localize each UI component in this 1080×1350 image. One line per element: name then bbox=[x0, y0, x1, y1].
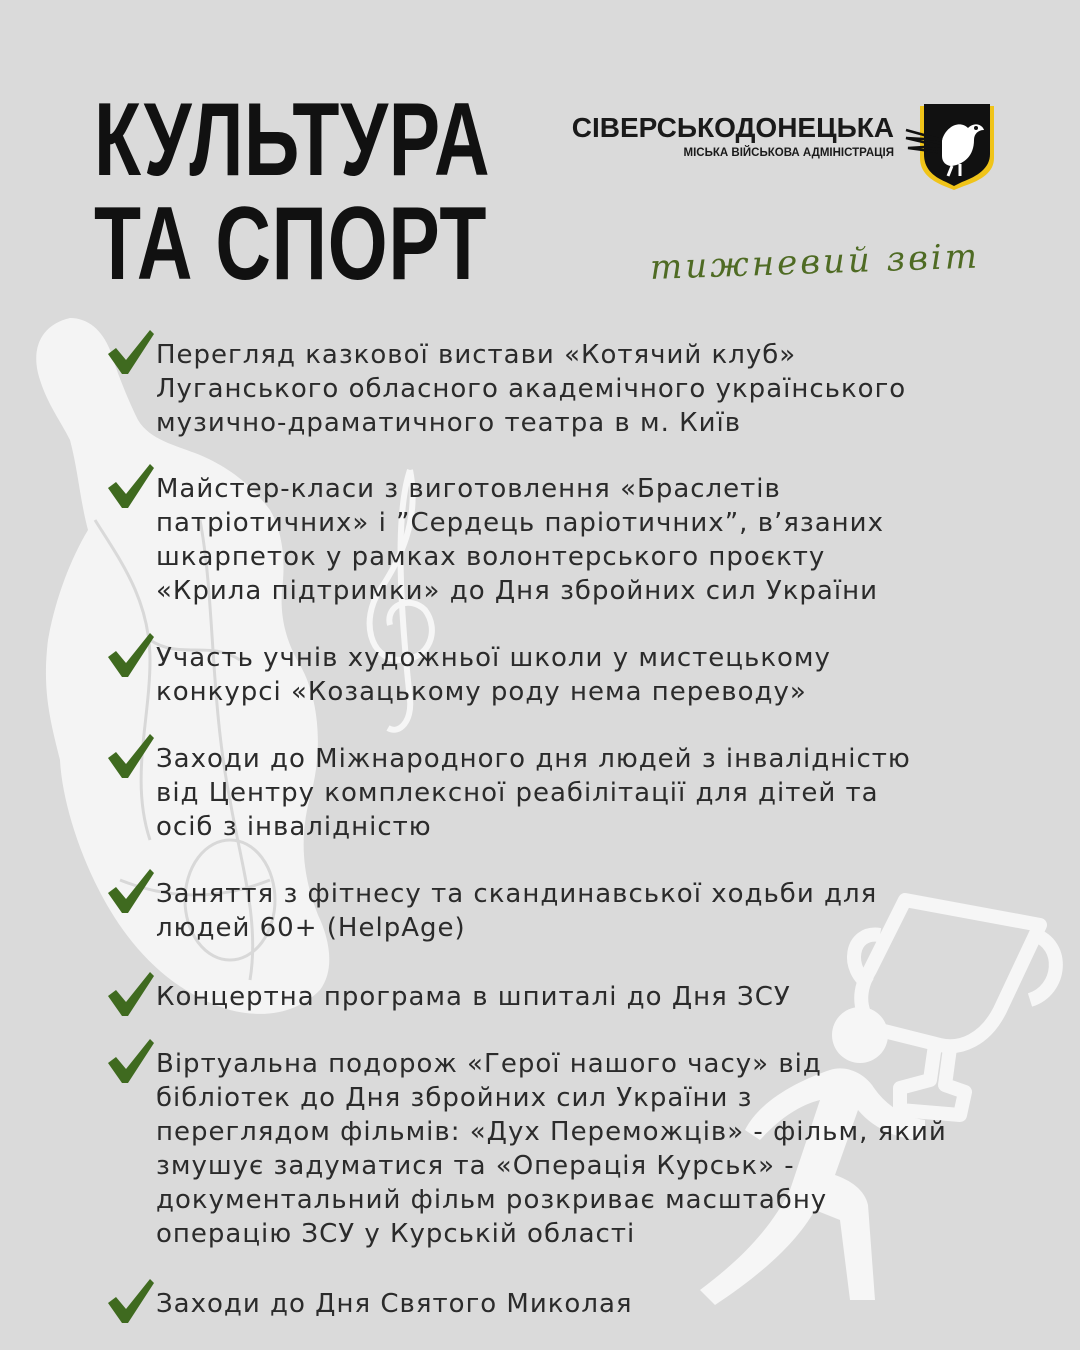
organization-name: СІВЕРСЬКОДОНЕЦЬКА bbox=[571, 112, 894, 143]
emblem-icon bbox=[902, 100, 998, 194]
check-icon bbox=[106, 328, 156, 376]
check-icon bbox=[106, 1037, 156, 1085]
check-icon bbox=[106, 732, 156, 780]
list-item-text: Перегляд казкової вистави «Котячий клуб» Луганського обласного академічного українського музично-драматичного театра в м. Київ bbox=[156, 340, 907, 438]
list-item bbox=[106, 338, 1016, 440]
list-item-text: Концертна програма в шпиталі до Дня ЗСУ bbox=[156, 982, 791, 1012]
list-item bbox=[106, 641, 1016, 709]
title-line-2: ТА СПОРТ bbox=[94, 186, 488, 302]
list-item-text: Участь учнів художньої школи у мистецькому конкурсі «Козацькому роду нема переводу» bbox=[156, 643, 831, 707]
list-item-text: Майстер-класи з виготовлення «Браслетів патріотичних» і ”Сердець паріотичних”, в’язаних шкарпеток у рамках волонтерського проєкту «Крила підтримки» до Дня збройних сил України bbox=[156, 474, 884, 606]
page-title bbox=[94, 82, 491, 302]
list-item-text: Заходи до Дня Святого Миколая bbox=[156, 1289, 633, 1319]
list-item bbox=[106, 742, 1016, 844]
list-item-text: Заняття з фітнесу та скандинавської ходьби для людей 60+ (HelpAge) bbox=[156, 879, 878, 943]
report-label: тижневий звіт bbox=[649, 236, 981, 288]
organization-subtitle: МІСЬКА ВІЙСЬКОВА АДМІНІСТРАЦІЯ bbox=[683, 147, 894, 159]
check-icon bbox=[106, 867, 156, 915]
list-item bbox=[106, 1287, 1016, 1325]
list-item-text: Віртуальна подорож «Герої нашого часу» від бібліотек до Дня збройних сил України з переглядом фільмів: «Дух Переможців» - фільм, який змушує задуматися та «Операція Курськ» - документальний фільм розкриває масштабну операцію ЗСУ у Курській області bbox=[156, 1049, 947, 1249]
list-item bbox=[106, 877, 1016, 945]
check-icon bbox=[106, 631, 156, 679]
list-item bbox=[106, 980, 1016, 1018]
organization-block bbox=[572, 113, 894, 161]
list-item bbox=[106, 472, 1016, 608]
title-line-1: КУЛЬТУРА bbox=[94, 82, 491, 198]
check-icon bbox=[106, 462, 156, 510]
check-icon bbox=[106, 970, 156, 1018]
list-item bbox=[106, 1047, 1016, 1251]
check-icon bbox=[106, 1277, 156, 1325]
list-item-text: Заходи до Міжнародного дня людей з інвалідністю від Центру комплексної реабілітації для дітей та осіб з інвалідністю bbox=[156, 744, 911, 842]
